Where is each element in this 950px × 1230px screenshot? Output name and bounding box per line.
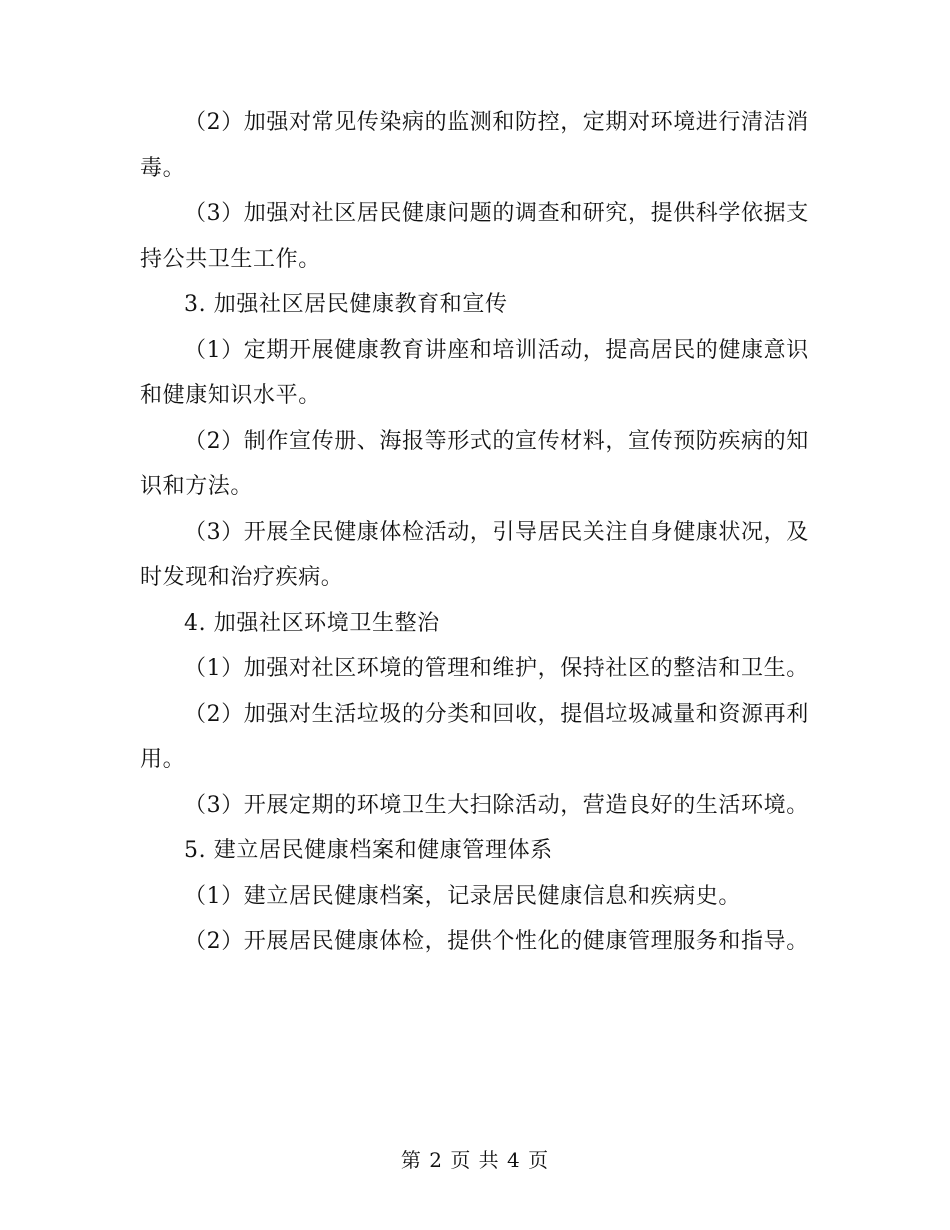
section-heading-health-records: 5. 建立居民健康档案和健康管理体系 <box>184 838 553 863</box>
page-number-footer: 第 2 页 共 4 页 <box>400 1148 550 1172</box>
paragraph-cleanup: （3）开展定期的环境卫生大扫除活动，营造良好的生活环境。 <box>184 792 809 818</box>
paragraph-management-services: （2）开展居民健康体检，提供个性化的健康管理服务和指导。 <box>184 929 809 954</box>
document-body <box>140 100 812 965</box>
paragraph-records: （1）建立居民健康档案，记录居民健康信息和疾病史。 <box>184 883 741 909</box>
paragraph-lectures: （1）定期开展健康教育讲座和培训活动，提高居民的健康意识和健康知识水平。 <box>140 337 809 408</box>
paragraph-research: （3）加强对社区居民健康问题的调查和研究，提供科学依据支持公共卫生工作。 <box>140 201 809 272</box>
section-heading-health-education: 3. 加强社区居民健康教育和宣传 <box>184 292 508 317</box>
section-heading-environment: 4. 加强社区环境卫生整治 <box>184 610 440 636</box>
paragraph-checkups: （3）开展全民健康体检活动，引导居民关注自身健康状况，及时发现和治疗疾病。 <box>140 519 809 590</box>
paragraph-garbage-sorting: （2）加强对生活垃圾的分类和回收，提倡垃圾减量和资源再利用。 <box>140 701 809 772</box>
paragraph-brochures: （2）制作宣传册、海报等形式的宣传材料，宣传预防疾病的知识和方法。 <box>140 428 809 499</box>
paragraph-maintenance: （1）加强对社区环境的管理和维护，保持社区的整洁和卫生。 <box>184 656 809 681</box>
paragraph-disinfection: （2）加强对常见传染病的监测和防控，定期对环境进行清洁消毒。 <box>140 110 809 181</box>
